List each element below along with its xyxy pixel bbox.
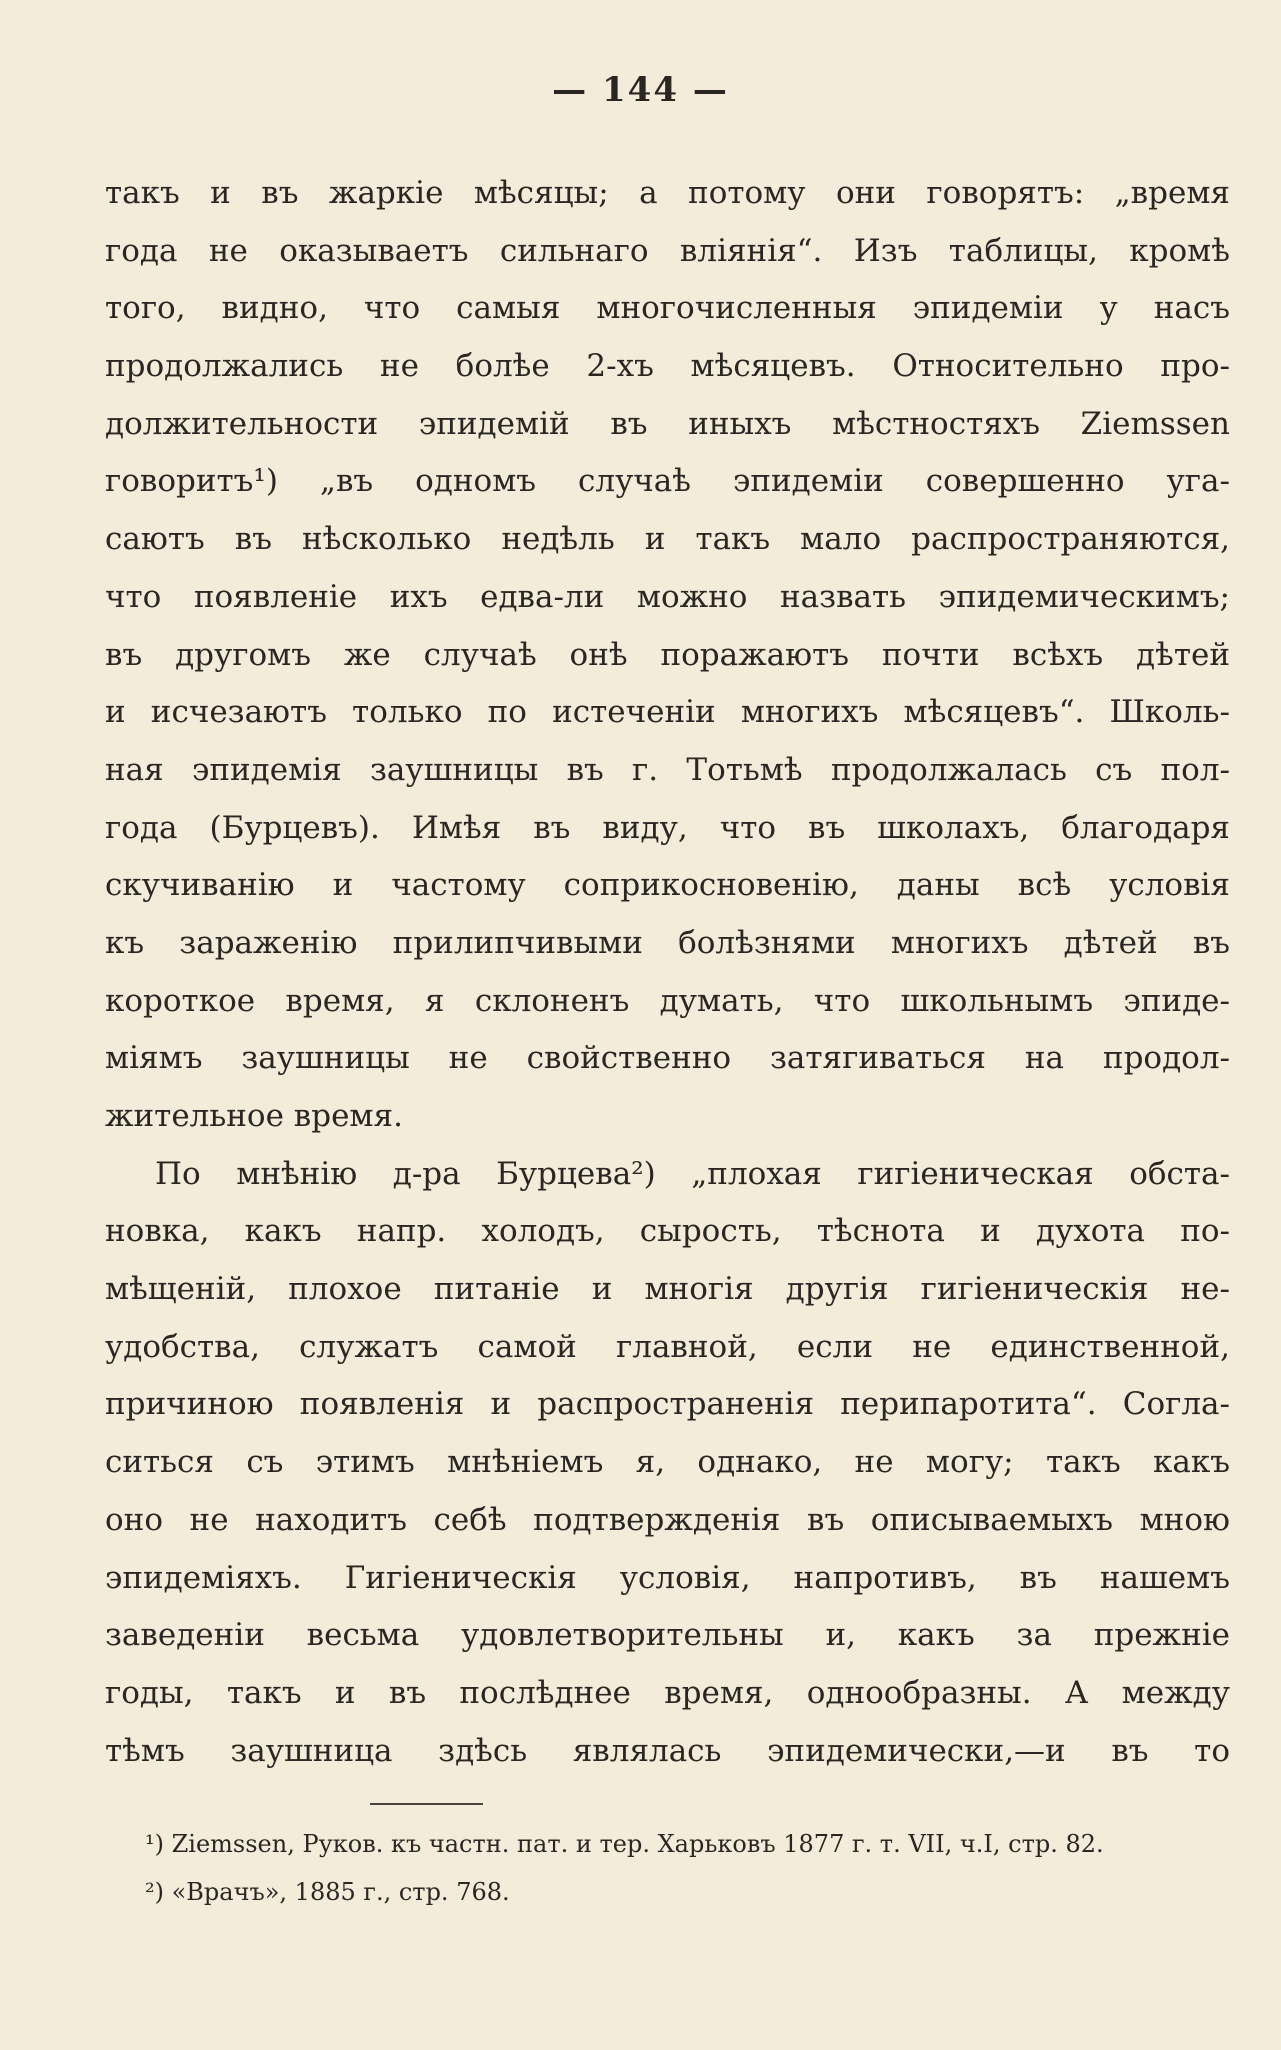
text-line: къ зараженію прилипчивыми болѣзнями многихъ дѣтей въ bbox=[105, 924, 1230, 961]
footnote-1: ¹) Ziemssen, Руков. къ частн. пат. и тер. Харьковъ 1877 г. т. VII, ч.I, стр. 82. bbox=[145, 1830, 1104, 1858]
text-line: года (Бурцевъ). Имѣя въ виду, что въ школахъ, благодаря bbox=[105, 809, 1230, 846]
footnote-separator bbox=[370, 1803, 483, 1805]
text-line: мѣщеній, плохое питаніе и многія другія гигіеническія не- bbox=[105, 1271, 1230, 1308]
text-line: саютъ въ нѣсколько недѣль и такъ мало распространяются, bbox=[105, 521, 1230, 558]
text-line: тѣмъ заушница здѣсь являлась эпидемически,—и въ то bbox=[105, 1732, 1230, 1769]
text-line: скучиванію и частому соприкосновенію, даны всѣ условія bbox=[105, 867, 1230, 904]
text-line: причиною появленія и распространенія перипаротита“. Согла- bbox=[105, 1386, 1230, 1423]
text-line: жительное время. bbox=[105, 1098, 403, 1134]
text-line: и исчезаютъ только по истеченіи многихъ мѣсяцевъ“. Школь- bbox=[105, 694, 1230, 731]
text-line: оно не находитъ себѣ подтвержденія въ описываемыхъ мною bbox=[105, 1501, 1230, 1538]
footnote-2: ²) «Врачъ», 1885 г., стр. 768. bbox=[145, 1878, 510, 1906]
text-line: міямъ заушницы не свойственно затягиваться на продол- bbox=[105, 1040, 1230, 1077]
text-line: говоритъ¹) „въ одномъ случаѣ эпидеміи совершенно уга- bbox=[105, 463, 1230, 500]
text-line: годы, такъ и въ послѣднее время, однообразны. А между bbox=[105, 1674, 1230, 1711]
page-number: — 144 — bbox=[552, 70, 729, 110]
text-line: новка, какъ напр. холодъ, сырость, тѣснота и духота по- bbox=[105, 1213, 1230, 1250]
text-line: короткое время, я склоненъ думать, что школьнымъ эпиде- bbox=[105, 982, 1230, 1019]
text-line: того, видно, что самыя многочисленныя эпидеміи у насъ bbox=[105, 290, 1230, 327]
text-line: продолжались не болѣе 2-хъ мѣсяцевъ. Относительно про- bbox=[105, 348, 1230, 385]
text-line: такъ и въ жаркіе мѣсяцы; а потому они говорятъ: „время bbox=[105, 175, 1230, 211]
text-line: ная эпидемія заушницы въ г. Тотьмѣ продолжалась съ пол- bbox=[105, 751, 1230, 788]
body-text bbox=[105, 165, 1230, 1780]
text-line: года не оказываетъ сильнаго вліянія“. Изъ таблицы, кромѣ bbox=[105, 232, 1230, 269]
text-line: эпидеміяхъ. Гигіеническія условія, напротивъ, въ нашемъ bbox=[105, 1559, 1230, 1596]
footnotes bbox=[145, 1820, 1235, 1916]
text-line: ситься съ этимъ мнѣніемъ я, однако, не могу; такъ какъ bbox=[105, 1444, 1230, 1481]
text-line: заведеніи весьма удовлетворительны и, какъ за прежніе bbox=[105, 1617, 1230, 1654]
paragraph-start-line: По мнѣнію д-ра Бурцева²) „плохая гигіеническая обста- bbox=[155, 1155, 1230, 1192]
text-line: въ другомъ же случаѣ онѣ поражаютъ почти всѣхъ дѣтей bbox=[105, 636, 1230, 673]
text-line: должительности эпидемій въ иныхъ мѣстностяхъ Ziemssen bbox=[105, 405, 1230, 442]
text-line: что появленіе ихъ едва-ли можно назвать эпидемическимъ; bbox=[105, 578, 1230, 615]
text-line: удобства, служатъ самой главной, если не единственной, bbox=[105, 1328, 1230, 1365]
